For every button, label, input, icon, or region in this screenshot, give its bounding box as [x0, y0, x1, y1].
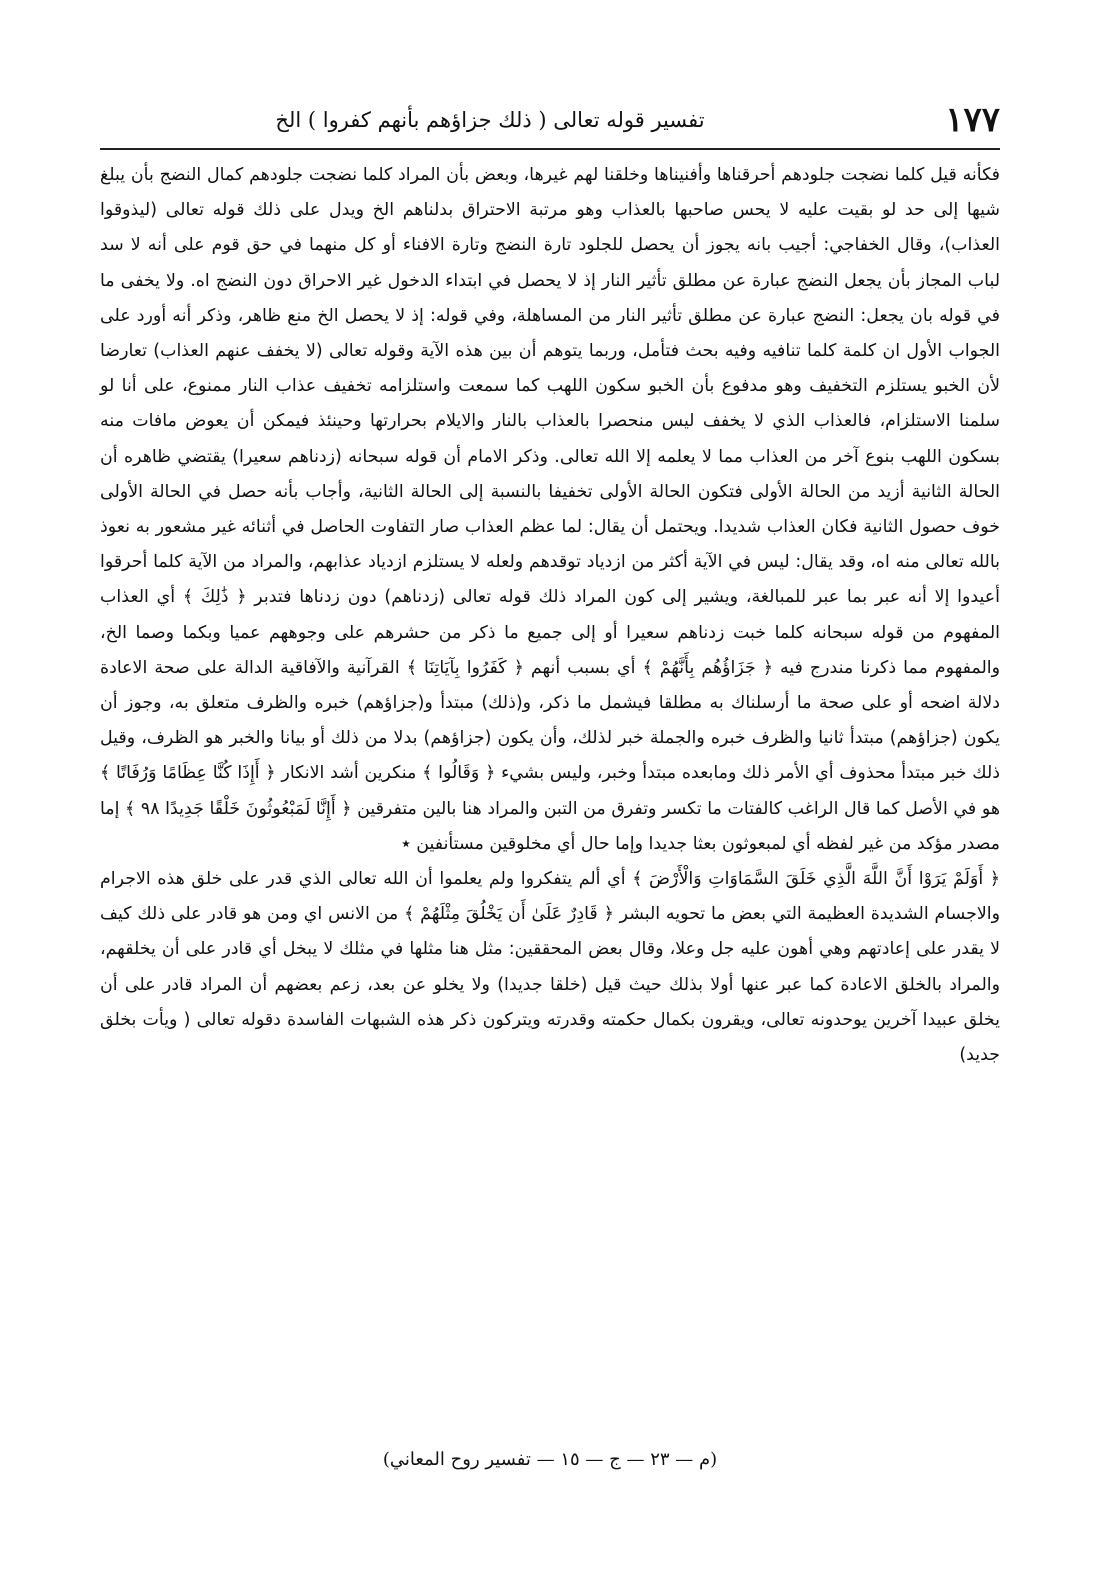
body-paragraph: فكأنه قيل كلما نضجت جلودهم أحرقناها وأفنيناها وخلقنا لهم غيرها، وبعض بأن المراد كلما نضجت جلودهم كمال النضج بأن يبلغ شيها إلى حد لو بقيت عليه لا يحس صاحبها بالعذاب وهو مرتبة الاحتراق بدلناهم الخ ويدل على ذلك قوله تعالى (ليذوقوا العذاب)، وقال الخفاجي: أجيب بانه يجوز أن يحصل للجلود تارة النضج وتارة الافناء أو كل منهما في حق قوم على أنه لا سد لباب المجاز بأن يجعل النضج عبارة عن مطلق تأثير النار إذ لا يحصل في ابتداء الدخول غير الاحراق دون النضج اه. ولا يخفى ما في قوله بان يجعل: النضج عبارة عن مطلق تأثير النار من المساهلة، وفي قوله: إذ لا يحصل الخ منع ظاهر، وذكر أنه أورد على الجواب الأول ان كلمة كلما تنافيه وفيه بحث فتأمل، وربما يتوهم أن بين هذه الآية وقوله تعالى (لا يخفف عنهم العذاب) تعارضا لأن الخبو يستلزم التخفيف وهو مدفوع بأن الخبو سكون اللهب كما سمعت واستلزامه تخفيف عذاب النار ممنوع، على أنا لو سلمنا الاستلزام، فالعذاب الذي لا يخفف ليس منحصرا بالعذاب بالنار والايلام بحرارتها وحينئذ فيمكن أن يعوض مافات منه بسكون اللهب بنوع آخر من العذاب مما لا يعلمه إلا الله تعالى. وذكر الامام أن قوله سبحانه (زدناهم سعيرا) يقتضي ظاهره أن الحالة الثانية أزيد من الحالة الأولى فتكون الحالة الأولى تخفيفا بالنسبة إلى الحالة الثانية، وأجاب بأنه حصل في الحالة الأولى خوف حصول الثانية فكان العذاب شديدا. ويحتمل أن يقال: لما عظم العذاب صار التفاوت الحاصل في أثنائه غير مشعور به نعوذ بالله تعالى منه اه، وقد يقال: ليس في الآية أكثر من ازدياد توقدهم ولعله لا يستلزم ازدياد عذابهم، والمراد من الآية كلما أحرقوا أعيدوا إلا أنه عبر بما عبر للمبالغة، ويشير إلى كون المراد ذلك قوله تعالى (زدناهم) دون زدناها فتدبر ﴿ ذَٰلِكَ ﴾ أي العذاب المفهوم من قوله سبحانه كلما خبت زدناهم سعيرا أو إلى جميع ما ذكر من حشرهم على وجوههم عميا وبكما وصما الخ، والمفهوم مما ذكرنا مندرج فيه ﴿ جَزَاؤُهُم بِأَنَّهُمْ ﴾ أي بسبب أنهم ﴿ كَفَرُوا بِآيَاتِنَا ﴾ القرآنية والآفاقية الدالة على صحة الاعادة دلالة اضحه أو على صحة ما أرسلناك به مطلقا فيشمل ما ذكر، و(ذلك) مبتدأ و(جزاؤهم) خبره والظرف متعلق به، وجوز أن يكون (جزاؤهم) مبتدأ ثانيا والظرف خبره والجملة خبر لذلك، وأن يكون (جزاؤهم) بدلا من ذلك أو بيانا والخبر هو الظرف، وقيل ذلك خبر مبتدأ محذوف أي الأمر ذلك ومابعده مبتدأ وخبر، وليس بشيء ﴿ وَقَالُوا ﴾ منكرين أشد الانكار ﴿ أَإِذَا كُنَّا عِظَامًا وَرُفَاتًا ﴾ هو في الأصل كما قال الراغب كالفتات ما تكسر وتفرق من التبن والمراد هنا بالين متفرقين ﴿ أَإِنَّا لَمَبْعُوثُونَ خَلْقًا جَدِيدًا ٩٨ ﴾ إما مصدر مؤكد من غير لفظه أي لمبعوثون بعثا جديدا وإما حال أي مخلوقين مستأنفين ٭	[100, 165, 1000, 854]
body-paragraph: ﴿ أَوَلَمْ يَرَوْا أَنَّ اللَّهَ الَّذِي خَلَقَ السَّمَاوَاتِ وَالْأَرْضَ ﴾ أي ألم يتفكروا ولم يعلموا أن الله تعالى الذي قدر على خلق هذه الاجرام والاجسام الشديدة العظيمة التي بعض ما تحويه البشر ﴿ قَادِرٌ عَلَىٰ أَن يَخْلُقَ مِثْلَهُمْ ﴾ من الانس اي ومن هو قادر على ذلك كيف لا يقدر على إعادتهم وهي أهون عليه جل وعلا، وقال بعض المحققين: مثل هنا مثلها في مثلك لا يبخل أي قادر على أن يخلقهم، والمراد بالخلق الاعادة كما عبر عنها أولا بذلك حيث قيل (خلقا جديدا) ولا يخلو عن بعد، زعم بعضهم أن المراد قادر على أن يخلق عبيدا آخرين يوحدونه تعالى، ويقرون بكمال حكمته وقدرته ويتركون ذكر هذه الشبهات الفاسدة دقوله تعالى ( ويأت بخلق جديد)	[100, 869, 1000, 1066]
running-title: تفسير قوله تعالى ( ذلك جزاؤهم بأنهم كفروا ) الخ	[275, 108, 705, 132]
body-text	[100, 158, 1000, 1073]
page-header	[100, 96, 1000, 146]
page-number: ١٧٧	[945, 100, 1000, 140]
header-divider	[100, 148, 1000, 150]
footer-signature: (م — ٢٣ — ج — ١٥ — تفسير روح المعاني)	[382, 1449, 718, 1470]
